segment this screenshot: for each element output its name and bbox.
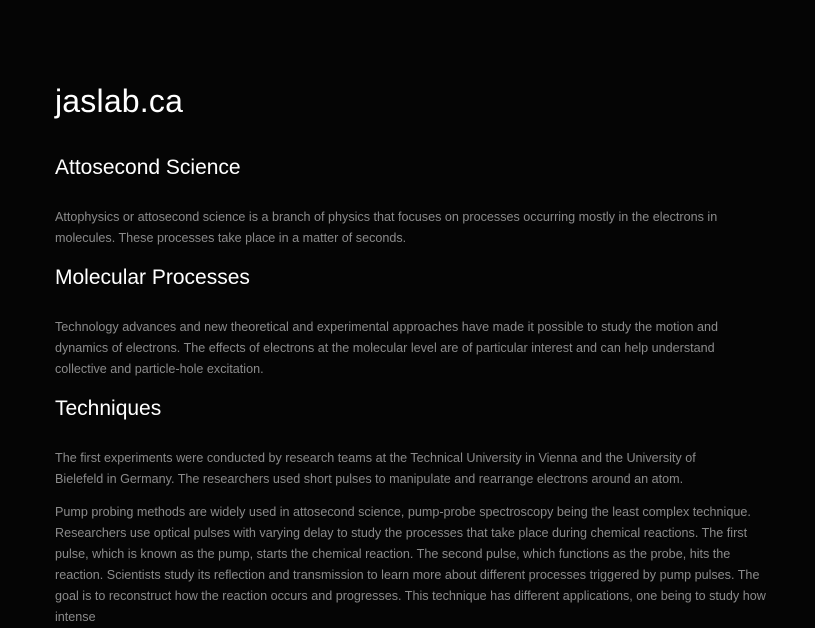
section-paragraph-techniques-2: Pump probing methods are widely used in attosecond science, pump-probe spectroscopy being the least complex technique. Researchers use optical pulses with varying delay to study the processes that take place during chemical reactions. The first pulse, which is known as the pump, starts the chemical reaction. The second pulse, which functions as the probe, hits the reaction. Scientists study its reflection and transmission to learn more about different processes triggered by pump pulses. The goal is to reconstruct how the reaction occurs and progresses. This technique has different applications, one being to study how intense [55,505,766,624]
section-heading-molecular-processes: Molecular Processes [55,266,250,289]
section-heading-attosecond-science: Attosecond Science [55,156,241,179]
site-title: jaslab.ca [55,83,184,119]
section-paragraph-attosecond-science: Attophysics or attosecond science is a branch of physics that focuses on processes occurring mostly in the electrons in molecules. These processes take place in a matter of seconds. [55,210,718,245]
section-heading-techniques: Techniques [55,397,162,420]
section-paragraph-molecular-processes: Technology advances and new theoretical and experimental approaches have made it possible to study the motion and dynamics of electrons. The effects of electrons at the molecular level are of particular interest and can help understand collective and particle-hole excitation. [55,320,718,376]
section-paragraph-techniques-1: The first experiments were conducted by research teams at the Technical University in Vienna and the University of Bielefeld in Germany. The researchers used short pulses to manipulate and rearrange electrons around an atom. [55,451,696,486]
